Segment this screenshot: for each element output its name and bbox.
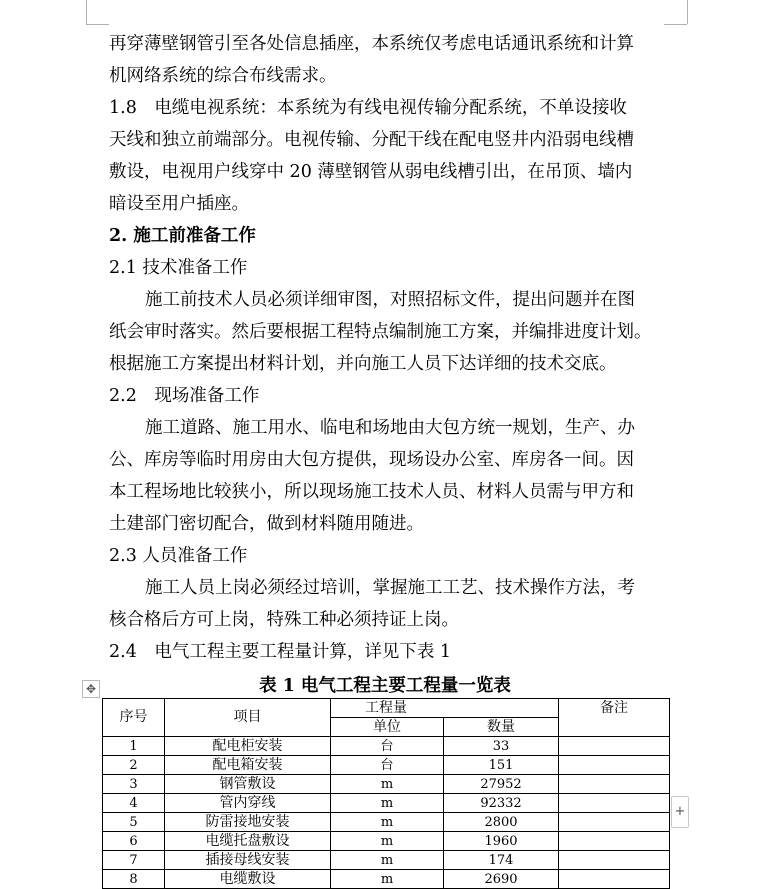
table-row[interactable] <box>103 813 670 832</box>
cell-seq[interactable]: 2 <box>103 756 165 775</box>
cell-seq[interactable]: 7 <box>103 851 165 870</box>
header-item: 项目 <box>165 699 331 737</box>
header-remark: 备注 <box>559 699 670 718</box>
paragraph-line: 机网络系统的综合布线需求。 <box>109 66 337 86</box>
header-quantity-group: 工程量 <box>331 699 559 718</box>
cell-count[interactable]: 151 <box>444 756 559 775</box>
paragraph-line: 2. 施工前准备工作 <box>109 226 256 246</box>
table-row[interactable] <box>103 794 670 813</box>
table-row[interactable] <box>103 737 670 756</box>
table-row[interactable] <box>103 870 670 889</box>
cell-remark[interactable] <box>559 813 670 832</box>
quantity-table[interactable] <box>102 698 670 889</box>
cell-unit[interactable]: m <box>331 794 444 813</box>
cell-remark[interactable] <box>559 832 670 851</box>
cell-remark[interactable] <box>559 756 670 775</box>
cell-item[interactable]: 插接母线安装 <box>165 851 331 870</box>
table-caption: 表 1 电气工程主要工程量一览表 <box>259 676 511 696</box>
table-header-row-1 <box>103 699 670 718</box>
table-move-handle[interactable] <box>82 680 100 698</box>
add-row-button[interactable] <box>671 796 689 828</box>
cell-unit[interactable]: m <box>331 851 444 870</box>
header-seq: 序号 <box>103 699 165 737</box>
table-row[interactable] <box>103 756 670 775</box>
cell-seq[interactable]: 4 <box>103 794 165 813</box>
move-icon: ✥ <box>85 682 97 696</box>
paragraph-line: 1.8 电缆电视系统：本系统为有线电视传输分配系统，不单设接收 <box>109 98 627 118</box>
cell-item[interactable]: 电缆敷设 <box>165 870 331 889</box>
paragraph-line: 2.1 技术准备工作 <box>109 258 248 278</box>
cell-count[interactable]: 2800 <box>444 813 559 832</box>
cell-item[interactable]: 配电箱安装 <box>165 756 331 775</box>
cell-count[interactable]: 2690 <box>444 870 559 889</box>
crop-mark-top-left-horizontal <box>86 24 109 25</box>
cell-seq[interactable]: 8 <box>103 870 165 889</box>
cell-item[interactable]: 管内穿线 <box>165 794 331 813</box>
cell-count[interactable]: 174 <box>444 851 559 870</box>
cell-seq[interactable]: 1 <box>103 737 165 756</box>
cell-seq[interactable]: 5 <box>103 813 165 832</box>
cell-unit[interactable]: m <box>331 832 444 851</box>
paragraph-line: 2.2 现场准备工作 <box>109 386 260 406</box>
cell-count[interactable]: 27952 <box>444 775 559 794</box>
paragraph-line: 根据施工方案提出材料计划，并向施工人员下达详细的技术交底。 <box>109 354 617 374</box>
header-count: 数量 <box>444 718 559 737</box>
cell-item[interactable]: 配电柜安装 <box>165 737 331 756</box>
paragraph-line: 公、库房等临时用房由大包方提供，现场设办公室、库房各一间。因 <box>109 450 634 470</box>
cell-remark[interactable] <box>559 851 670 870</box>
cell-count[interactable]: 33 <box>444 737 559 756</box>
crop-mark-top-right-vertical <box>687 0 688 24</box>
table-row[interactable] <box>103 832 670 851</box>
paragraph-line: 本工程场地比较狭小，所以现场施工技术人员、材料人员需与甲方和 <box>109 482 634 502</box>
paragraph-line: 暗设至用户插座。 <box>109 194 249 214</box>
plus-icon: + <box>674 804 686 819</box>
paragraph-line: 纸会审时落实。然后要根据工程特点编制施工方案，并编排进度计划。 <box>109 322 652 342</box>
table-row[interactable] <box>103 851 670 870</box>
paragraph-line: 核合格后方可上岗，特殊工种必须持证上岗。 <box>109 610 459 630</box>
paragraph-line: 施工人员上岗必须经过培训，掌握施工工艺、技术操作方法，考 <box>145 578 635 598</box>
crop-mark-top-right-horizontal <box>664 24 687 25</box>
cell-seq[interactable]: 6 <box>103 832 165 851</box>
paragraph-line: 天线和独立前端部分。电视传输、分配干线在配电竖井内沿弱电线槽 <box>109 130 634 150</box>
paragraph-line: 再穿薄壁钢管引至各处信息插座，本系统仅考虑电话通讯系统和计算 <box>109 34 634 54</box>
header-remark-span <box>559 718 670 737</box>
cell-remark[interactable] <box>559 870 670 889</box>
cell-unit[interactable]: 台 <box>331 756 444 775</box>
cell-unit[interactable]: m <box>331 775 444 794</box>
cell-unit[interactable]: m <box>331 870 444 889</box>
cell-item[interactable]: 防雷接地安装 <box>165 813 331 832</box>
table-row[interactable] <box>103 775 670 794</box>
paragraph-line: 施工前技术人员必须详细审图，对照招标文件，提出问题并在图 <box>145 290 635 310</box>
cell-item[interactable]: 钢管敷设 <box>165 775 331 794</box>
cell-remark[interactable] <box>559 794 670 813</box>
paragraph-line: 土建部门密切配合，做到材料随用随进。 <box>109 514 424 534</box>
cell-count[interactable]: 92332 <box>444 794 559 813</box>
cell-seq[interactable]: 3 <box>103 775 165 794</box>
cell-remark[interactable] <box>559 737 670 756</box>
cell-count[interactable]: 1960 <box>444 832 559 851</box>
cell-item[interactable]: 电缆托盘敷设 <box>165 832 331 851</box>
paragraph-line: 敷设，电视用户线穿中 20 薄壁钢管从弱电线槽引出，在吊顶、墙内 <box>109 162 633 182</box>
cell-unit[interactable]: m <box>331 813 444 832</box>
document-body[interactable] <box>109 28 669 668</box>
paragraph-line: 2.3 人员准备工作 <box>109 546 248 566</box>
paragraph-line: 2.4 电气工程主要工程量计算，详见下表 1 <box>109 642 452 662</box>
cell-remark[interactable] <box>559 775 670 794</box>
crop-mark-top-left-vertical <box>86 0 87 24</box>
header-unit: 单位 <box>331 718 444 737</box>
paragraph-line: 施工道路、施工用水、临电和场地由大包方统一规划，生产、办 <box>145 418 635 438</box>
cell-unit[interactable]: 台 <box>331 737 444 756</box>
